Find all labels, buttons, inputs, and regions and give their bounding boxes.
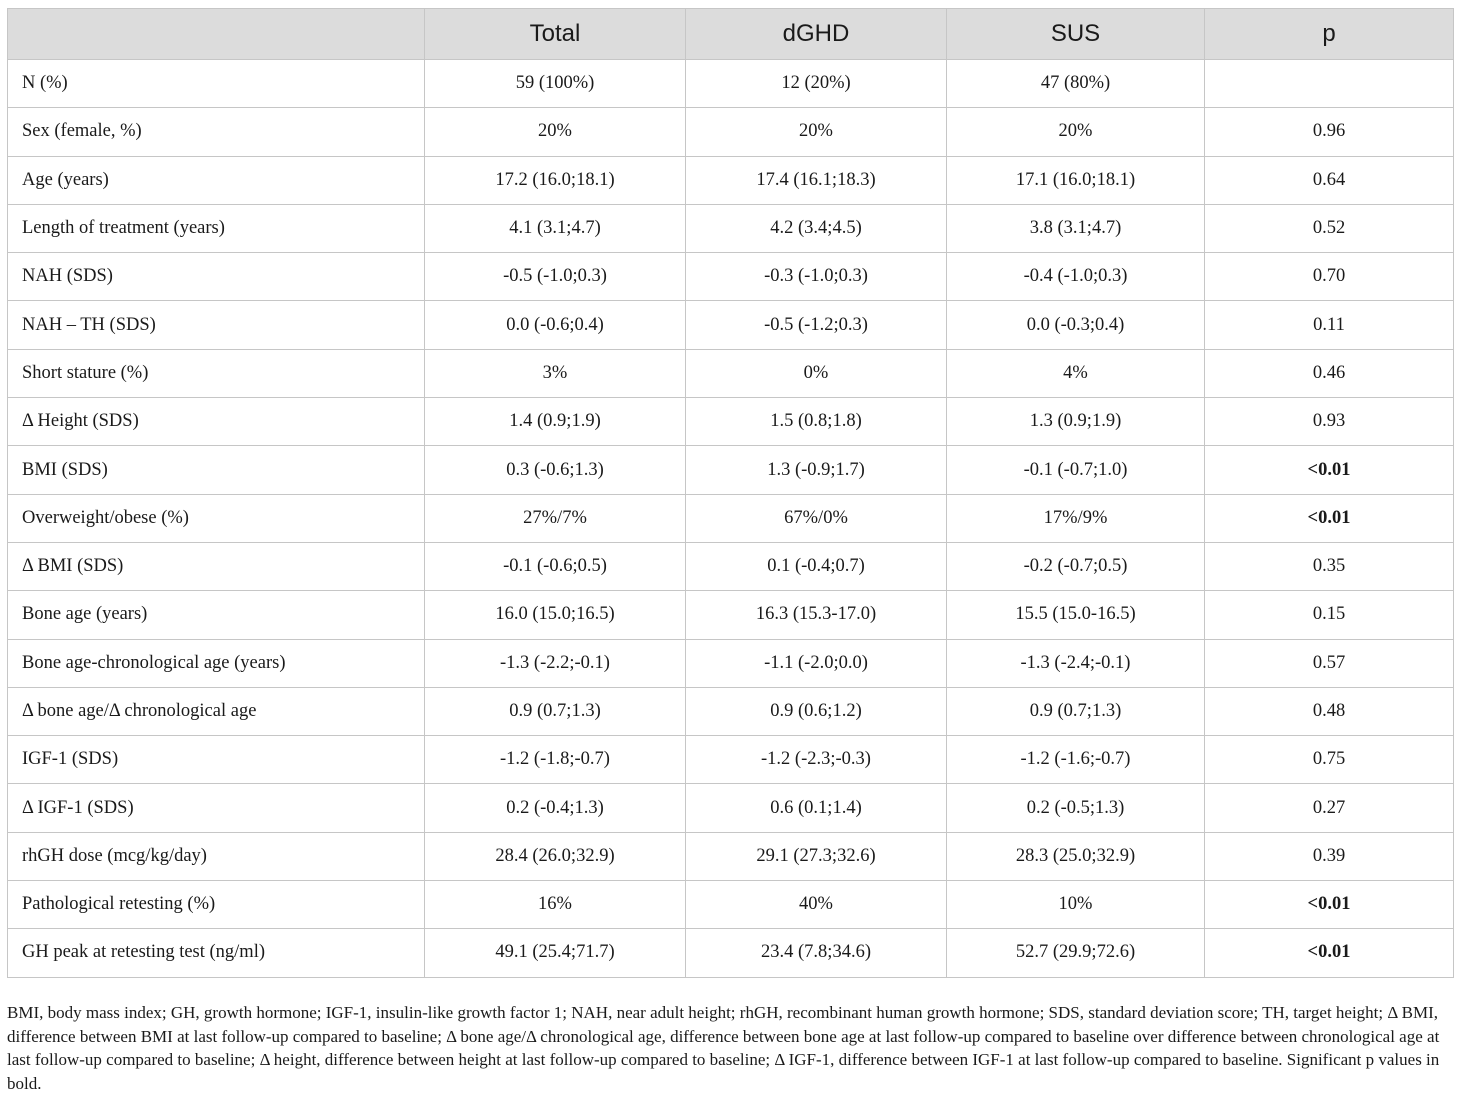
cell-dghd: 12 (20%) [686,60,947,108]
cell-sus: 15.5 (15.0-16.5) [947,591,1205,639]
cell-dghd: -1.2 (-2.3;-0.3) [686,736,947,784]
cell-total: 49.1 (25.4;71.7) [425,929,686,977]
cell-dghd: 1.3 (-0.9;1.7) [686,446,947,494]
row-label: BMI (SDS) [8,446,425,494]
cell-sus: 28.3 (25.0;32.9) [947,832,1205,880]
row-label: Length of treatment (years) [8,204,425,252]
cell-p: <0.01 [1205,881,1454,929]
cell-p: 0.35 [1205,542,1454,590]
header-sus: SUS [947,9,1205,60]
row-label: Overweight/obese (%) [8,494,425,542]
cell-dghd: 0.6 (0.1;1.4) [686,784,947,832]
cell-total: 4.1 (3.1;4.7) [425,204,686,252]
cell-sus: 10% [947,881,1205,929]
cell-total: 17.2 (16.0;18.1) [425,156,686,204]
cell-dghd: 4.2 (3.4;4.5) [686,204,947,252]
cell-total: -0.1 (-0.6;0.5) [425,542,686,590]
table-row [8,736,1454,784]
table-body [8,60,1454,978]
cell-p: 0.93 [1205,398,1454,446]
cell-p: <0.01 [1205,494,1454,542]
table-row [8,156,1454,204]
cell-p: 0.15 [1205,591,1454,639]
cell-dghd: 20% [686,108,947,156]
cell-total: 20% [425,108,686,156]
cell-sus: 52.7 (29.9;72.6) [947,929,1205,977]
cell-dghd: -1.1 (-2.0;0.0) [686,639,947,687]
table-row [8,253,1454,301]
row-label: NAH (SDS) [8,253,425,301]
cell-p: 0.70 [1205,253,1454,301]
cell-sus: 0.2 (-0.5;1.3) [947,784,1205,832]
row-label: Bone age-chronological age (years) [8,639,425,687]
cell-total: 3% [425,349,686,397]
cell-dghd: -0.3 (-1.0;0.3) [686,253,947,301]
table-header [8,9,1454,60]
cell-sus: 1.3 (0.9;1.9) [947,398,1205,446]
cell-dghd: 17.4 (16.1;18.3) [686,156,947,204]
table-row [8,591,1454,639]
cell-p: 0.52 [1205,204,1454,252]
table-row [8,784,1454,832]
cell-sus: -1.2 (-1.6;-0.7) [947,736,1205,784]
row-label: GH peak at retesting test (ng/ml) [8,929,425,977]
row-label: IGF-1 (SDS) [8,736,425,784]
cell-sus: -0.4 (-1.0;0.3) [947,253,1205,301]
cell-p: 0.46 [1205,349,1454,397]
cell-p: 0.64 [1205,156,1454,204]
table-row [8,881,1454,929]
cell-dghd: 1.5 (0.8;1.8) [686,398,947,446]
cell-p [1205,60,1454,108]
cell-p: <0.01 [1205,929,1454,977]
table-row [8,446,1454,494]
cell-dghd: 29.1 (27.3;32.6) [686,832,947,880]
cell-dghd: 0.9 (0.6;1.2) [686,687,947,735]
table-row [8,349,1454,397]
cell-total: 0.3 (-0.6;1.3) [425,446,686,494]
cell-sus: 20% [947,108,1205,156]
table-container [7,8,1453,978]
row-label: Pathological retesting (%) [8,881,425,929]
cell-p: 0.39 [1205,832,1454,880]
header-dghd: dGHD [686,9,947,60]
table-row [8,542,1454,590]
cell-sus: 4% [947,349,1205,397]
cell-sus: 17%/9% [947,494,1205,542]
cell-total: 1.4 (0.9;1.9) [425,398,686,446]
cell-dghd: 23.4 (7.8;34.6) [686,929,947,977]
row-label: Short stature (%) [8,349,425,397]
header-total: Total [425,9,686,60]
header-label-column [8,9,425,60]
table-row [8,832,1454,880]
cell-total: 28.4 (26.0;32.9) [425,832,686,880]
table-row [8,108,1454,156]
row-label: Age (years) [8,156,425,204]
cell-total: 27%/7% [425,494,686,542]
row-label: N (%) [8,60,425,108]
cell-p: 0.96 [1205,108,1454,156]
cell-sus: 0.9 (0.7;1.3) [947,687,1205,735]
cell-p: 0.48 [1205,687,1454,735]
table-row [8,398,1454,446]
cell-dghd: 16.3 (15.3-17.0) [686,591,947,639]
row-label: Bone age (years) [8,591,425,639]
cell-sus: 47 (80%) [947,60,1205,108]
row-label: Sex (female, %) [8,108,425,156]
cell-p: 0.75 [1205,736,1454,784]
row-label: Δ IGF-1 (SDS) [8,784,425,832]
cell-total: 0.9 (0.7;1.3) [425,687,686,735]
cell-total: -0.5 (-1.0;0.3) [425,253,686,301]
cell-sus: 3.8 (3.1;4.7) [947,204,1205,252]
row-label: Δ BMI (SDS) [8,542,425,590]
cell-dghd: -0.5 (-1.2;0.3) [686,301,947,349]
cell-p: 0.27 [1205,784,1454,832]
cell-sus: -0.2 (-0.7;0.5) [947,542,1205,590]
row-label: NAH – TH (SDS) [8,301,425,349]
cell-total: 59 (100%) [425,60,686,108]
cell-dghd: 40% [686,881,947,929]
cell-p: 0.11 [1205,301,1454,349]
table-row [8,687,1454,735]
table-footnote: BMI, body mass index; GH, growth hormone; IGF-1, insulin-like growth factor 1; NAH, near adult height; rhGH, recombinant human growth hormone; SDS, standard deviation score; TH, target height; Δ BMI, difference between BMI at last follow-up compared to baseline; Δ bone age/Δ chronological age, difference between bone age at last follow-up compared to baseline over difference between chronological age at last follow-up compared to baseline; Δ height, difference between height at last follow-up compared to baseline; Δ IGF-1, difference between IGF-1 at last follow-up compared to baseline. Significant p values in bold. [7,1003,1440,1093]
table-row [8,60,1454,108]
cell-dghd: 0% [686,349,947,397]
header-row [8,9,1454,60]
cell-total: 16% [425,881,686,929]
cell-dghd: 67%/0% [686,494,947,542]
cell-sus: -0.1 (-0.7;1.0) [947,446,1205,494]
cell-sus: 17.1 (16.0;18.1) [947,156,1205,204]
table-row [8,639,1454,687]
cell-total: -1.3 (-2.2;-0.1) [425,639,686,687]
cell-sus: -1.3 (-2.4;-0.1) [947,639,1205,687]
row-label: Δ bone age/Δ chronological age [8,687,425,735]
cell-dghd: 0.1 (-0.4;0.7) [686,542,947,590]
cell-total: 0.0 (-0.6;0.4) [425,301,686,349]
table-row [8,301,1454,349]
table-row [8,494,1454,542]
results-table [7,8,1454,978]
cell-total: 16.0 (15.0;16.5) [425,591,686,639]
row-label: Δ Height (SDS) [8,398,425,446]
table-row [8,204,1454,252]
cell-total: 0.2 (-0.4;1.3) [425,784,686,832]
cell-p: <0.01 [1205,446,1454,494]
cell-p: 0.57 [1205,639,1454,687]
row-label: rhGH dose (mcg/kg/day) [8,832,425,880]
cell-total: -1.2 (-1.8;-0.7) [425,736,686,784]
cell-sus: 0.0 (-0.3;0.4) [947,301,1205,349]
table-row [8,929,1454,977]
header-p: p [1205,9,1454,60]
